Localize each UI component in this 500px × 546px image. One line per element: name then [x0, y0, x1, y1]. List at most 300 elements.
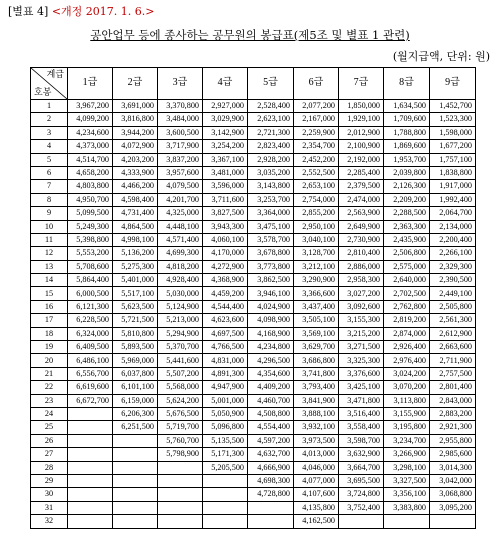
salary-cell: 3,070,200 [384, 381, 430, 394]
table-row [31, 501, 476, 514]
step-number: 19 [31, 341, 68, 354]
salary-cell: 2,363,300 [384, 220, 430, 233]
salary-cell: 2,926,400 [384, 341, 430, 354]
salary-cell [68, 488, 113, 501]
salary-cell: 4,508,800 [248, 407, 294, 420]
salary-cell: 5,810,800 [113, 327, 158, 340]
table-row [31, 153, 476, 166]
salary-cell: 3,600,500 [158, 126, 203, 139]
salary-cell: 4,466,200 [113, 180, 158, 193]
salary-cell [113, 448, 158, 461]
salary-cell: 3,266,900 [384, 448, 430, 461]
table-row [31, 421, 476, 434]
salary-cell: 2,757,500 [430, 367, 476, 380]
grade-header-5: 5급 [248, 68, 294, 100]
step-number: 20 [31, 354, 68, 367]
table-row [31, 300, 476, 313]
salary-cell: 6,101,100 [113, 381, 158, 394]
table-row [31, 381, 476, 394]
salary-cell: 2,192,000 [339, 153, 384, 166]
salary-cell: 3,837,200 [158, 153, 203, 166]
salary-cell: 5,624,200 [158, 394, 203, 407]
salary-cell: 5,568,000 [158, 381, 203, 394]
salary-cell: 2,721,300 [248, 126, 294, 139]
salary-cell: 5,294,900 [158, 327, 203, 340]
salary-cell: 2,958,300 [339, 274, 384, 287]
table-row [31, 488, 476, 501]
salary-cell: 4,333,900 [113, 166, 158, 179]
salary-cell: 5,760,700 [158, 434, 203, 447]
salary-cell: 3,686,800 [294, 354, 339, 367]
salary-cell [430, 515, 476, 528]
table-row [31, 113, 476, 126]
salary-cell: 5,517,100 [113, 287, 158, 300]
salary-cell: 5,721,500 [113, 314, 158, 327]
salary-cell: 4,098,900 [248, 314, 294, 327]
table-row [31, 287, 476, 300]
step-number: 4 [31, 140, 68, 153]
step-number: 16 [31, 300, 68, 313]
step-number: 15 [31, 287, 68, 300]
salary-cell: 2,927,000 [203, 100, 248, 113]
salary-cell: 2,506,800 [384, 247, 430, 260]
step-number: 30 [31, 488, 68, 501]
salary-cell: 4,354,600 [248, 367, 294, 380]
step-number: 32 [31, 515, 68, 528]
salary-cell: 3,741,800 [294, 367, 339, 380]
salary-cell: 3,298,100 [384, 461, 430, 474]
salary-cell: 1,917,000 [430, 180, 476, 193]
salary-cell [68, 461, 113, 474]
salary-cell: 2,649,900 [339, 220, 384, 233]
salary-cell: 2,435,900 [384, 233, 430, 246]
salary-cell: 3,437,400 [294, 300, 339, 313]
salary-cell: 2,883,200 [430, 407, 476, 420]
salary-cell: 1,838,800 [430, 166, 476, 179]
salary-cell [113, 434, 158, 447]
step-number: 12 [31, 247, 68, 260]
table-row [31, 448, 476, 461]
salary-cell: 5,864,400 [68, 274, 113, 287]
table-row [31, 180, 476, 193]
salary-cell: 4,864,500 [113, 220, 158, 233]
salary-cell: 2,039,800 [384, 166, 430, 179]
salary-cell: 3,029,900 [203, 113, 248, 126]
grade-header-4: 4급 [203, 68, 248, 100]
salary-cell: 2,329,300 [430, 260, 476, 273]
salary-cell: 3,290,900 [294, 274, 339, 287]
salary-cell: 2,563,900 [339, 207, 384, 220]
salary-cell: 3,364,000 [248, 207, 294, 220]
salary-cell: 3,711,600 [203, 193, 248, 206]
salary-cell: 4,831,000 [203, 354, 248, 367]
salary-cell: 6,324,000 [68, 327, 113, 340]
step-number: 9 [31, 207, 68, 220]
salary-cell: 3,253,700 [248, 193, 294, 206]
salary-cell: 2,200,400 [430, 233, 476, 246]
step-number: 14 [31, 274, 68, 287]
salary-cell: 3,327,500 [384, 474, 430, 487]
table-row [31, 100, 476, 113]
salary-cell: 2,474,000 [339, 193, 384, 206]
corner-step-label: 호봉 [34, 87, 52, 97]
salary-cell [113, 461, 158, 474]
salary-cell: 4,950,700 [68, 193, 113, 206]
step-number: 27 [31, 448, 68, 461]
salary-cell: 2,702,500 [384, 287, 430, 300]
salary-cell: 5,969,000 [113, 354, 158, 367]
step-number: 28 [31, 461, 68, 474]
salary-cell [203, 488, 248, 501]
grade-header-3: 3급 [158, 68, 203, 100]
salary-cell [384, 515, 430, 528]
salary-cell: 4,891,300 [203, 367, 248, 380]
salary-cell: 3,773,800 [248, 260, 294, 273]
table-row [31, 341, 476, 354]
salary-cell [203, 501, 248, 514]
step-number: 22 [31, 381, 68, 394]
salary-cell: 5,205,500 [203, 461, 248, 474]
salary-cell: 4,697,500 [203, 327, 248, 340]
salary-cell: 4,046,000 [294, 461, 339, 474]
salary-cell: 1,788,800 [384, 126, 430, 139]
salary-cell: 4,107,600 [294, 488, 339, 501]
salary-cell [158, 515, 203, 528]
salary-cell: 4,099,200 [68, 113, 113, 126]
salary-cell: 5,553,200 [68, 247, 113, 260]
salary-cell: 4,597,200 [248, 434, 294, 447]
salary-cell: 3,042,000 [430, 474, 476, 487]
corner-cell [31, 68, 68, 100]
table-row [31, 126, 476, 139]
salary-cell: 2,612,900 [430, 327, 476, 340]
table-row [31, 394, 476, 407]
step-number: 24 [31, 407, 68, 420]
step-number: 6 [31, 166, 68, 179]
step-number: 5 [31, 153, 68, 166]
salary-cell: 3,095,200 [430, 501, 476, 514]
salary-cell: 3,128,700 [294, 247, 339, 260]
salary-cell: 5,623,500 [113, 300, 158, 313]
salary-cell: 3,383,800 [384, 501, 430, 514]
salary-cell: 4,728,800 [248, 488, 294, 501]
salary-cell: 4,818,200 [158, 260, 203, 273]
salary-cell: 4,803,800 [68, 180, 113, 193]
table-row [31, 474, 476, 487]
table-row [31, 260, 476, 273]
salary-cell: 2,552,500 [294, 166, 339, 179]
salary-cell: 3,014,300 [430, 461, 476, 474]
salary-cell: 4,162,500 [294, 515, 339, 528]
salary-cell: 6,556,700 [68, 367, 113, 380]
salary-cell [203, 515, 248, 528]
salary-cell: 2,449,100 [430, 287, 476, 300]
salary-cell: 3,516,400 [339, 407, 384, 420]
step-number: 3 [31, 126, 68, 139]
salary-cell: 3,691,000 [113, 100, 158, 113]
salary-cell: 2,950,100 [294, 220, 339, 233]
salary-cell: 3,558,400 [339, 421, 384, 434]
salary-cell: 2,561,300 [430, 314, 476, 327]
salary-cell: 4,325,000 [158, 207, 203, 220]
table-row [31, 461, 476, 474]
step-number: 2 [31, 113, 68, 126]
salary-cell: 1,953,700 [384, 153, 430, 166]
unit-note: (월지급액, 단위: 원) [392, 50, 490, 63]
salary-cell: 3,143,800 [248, 180, 294, 193]
salary-cell [68, 515, 113, 528]
salary-cell: 5,096,800 [203, 421, 248, 434]
table-row [31, 207, 476, 220]
salary-cell: 2,663,600 [430, 341, 476, 354]
salary-cell: 4,135,800 [294, 501, 339, 514]
salary-cell: 1,869,600 [384, 140, 430, 153]
salary-cell: 5,507,200 [158, 367, 203, 380]
grade-header-8: 8급 [384, 68, 430, 100]
salary-cell: 2,653,100 [294, 180, 339, 193]
salary-cell: 2,623,100 [248, 113, 294, 126]
salary-cell: 3,471,800 [339, 394, 384, 407]
salary-cell: 5,030,000 [158, 287, 203, 300]
salary-cell: 6,206,300 [113, 407, 158, 420]
salary-cell [248, 515, 294, 528]
salary-cell: 2,762,800 [384, 300, 430, 313]
salary-cell [68, 434, 113, 447]
revision-note: <개정 2017. 1. 6.> [51, 5, 155, 18]
salary-cell: 3,254,200 [203, 140, 248, 153]
salary-cell: 4,544,400 [203, 300, 248, 313]
salary-cell: 4,731,400 [113, 207, 158, 220]
salary-cell: 3,717,900 [158, 140, 203, 153]
salary-cell: 5,001,000 [203, 394, 248, 407]
grade-header-9: 9급 [430, 68, 476, 100]
salary-cell: 3,370,800 [158, 100, 203, 113]
salary-cell [158, 461, 203, 474]
salary-cell [158, 488, 203, 501]
table-row [31, 407, 476, 420]
salary-cell: 6,037,800 [113, 367, 158, 380]
salary-cell: 3,827,500 [203, 207, 248, 220]
salary-cell: 4,698,300 [248, 474, 294, 487]
salary-cell: 3,505,100 [294, 314, 339, 327]
step-number: 10 [31, 220, 68, 233]
table-row [31, 314, 476, 327]
salary-table [30, 67, 476, 529]
table-row [31, 327, 476, 340]
salary-cell: 4,632,700 [248, 448, 294, 461]
salary-cell [203, 474, 248, 487]
salary-cell: 2,801,400 [430, 381, 476, 394]
grade-header-1: 1급 [68, 68, 113, 100]
salary-cell [68, 407, 113, 420]
salary-cell: 5,893,500 [113, 341, 158, 354]
salary-cell: 3,376,600 [339, 367, 384, 380]
salary-cell [113, 515, 158, 528]
salary-cell: 3,678,800 [248, 247, 294, 260]
salary-cell: 3,271,500 [339, 341, 384, 354]
salary-cell: 6,121,300 [68, 300, 113, 313]
salary-cell [113, 488, 158, 501]
salary-cell: 6,251,500 [113, 421, 158, 434]
salary-cell: 1,677,200 [430, 140, 476, 153]
step-number: 23 [31, 394, 68, 407]
salary-cell: 3,888,100 [294, 407, 339, 420]
salary-cell: 3,598,700 [339, 434, 384, 447]
table-row [31, 247, 476, 260]
salary-cell: 5,099,500 [68, 207, 113, 220]
salary-cell [339, 515, 384, 528]
grade-header-7: 7급 [339, 68, 384, 100]
grade-header-6: 6급 [294, 68, 339, 100]
salary-cell [68, 421, 113, 434]
salary-cell: 2,379,500 [339, 180, 384, 193]
salary-cell: 4,658,200 [68, 166, 113, 179]
salary-cell: 4,460,700 [248, 394, 294, 407]
salary-cell: 3,068,800 [430, 488, 476, 501]
salary-cell: 4,373,000 [68, 140, 113, 153]
salary-cell: 4,928,400 [158, 274, 203, 287]
salary-cell: 4,234,800 [248, 341, 294, 354]
salary-cell: 2,810,400 [339, 247, 384, 260]
table-row [31, 166, 476, 179]
salary-cell: 5,213,000 [158, 314, 203, 327]
salary-cell: 2,452,200 [294, 153, 339, 166]
salary-cell: 3,366,600 [294, 287, 339, 300]
salary-cell: 5,171,300 [203, 448, 248, 461]
salary-cell: 2,354,700 [294, 140, 339, 153]
salary-cell: 4,459,200 [203, 287, 248, 300]
salary-cell: 4,060,100 [203, 233, 248, 246]
salary-cell: 1,523,300 [430, 113, 476, 126]
salary-cell: 2,640,000 [384, 274, 430, 287]
salary-cell: 2,064,700 [430, 207, 476, 220]
step-number: 25 [31, 421, 68, 434]
salary-cell: 4,013,000 [294, 448, 339, 461]
salary-cell: 5,719,700 [158, 421, 203, 434]
salary-cell: 2,100,900 [339, 140, 384, 153]
salary-cell: 6,619,600 [68, 381, 113, 394]
salary-cell: 4,296,500 [248, 354, 294, 367]
step-number: 29 [31, 474, 68, 487]
salary-cell: 3,752,400 [339, 501, 384, 514]
salary-cell: 6,486,100 [68, 354, 113, 367]
salary-cell: 4,448,100 [158, 220, 203, 233]
salary-cell: 3,142,900 [203, 126, 248, 139]
step-number: 21 [31, 367, 68, 380]
salary-cell: 3,481,000 [203, 166, 248, 179]
step-number: 8 [31, 193, 68, 206]
salary-cell: 2,855,200 [294, 207, 339, 220]
salary-cell: 4,024,900 [248, 300, 294, 313]
salary-cell: 3,092,600 [339, 300, 384, 313]
salary-cell: 2,955,800 [430, 434, 476, 447]
salary-cell: 4,623,600 [203, 314, 248, 327]
salary-cell: 3,793,400 [294, 381, 339, 394]
salary-cell [248, 501, 294, 514]
salary-cell: 4,168,900 [248, 327, 294, 340]
salary-cell: 2,012,900 [339, 126, 384, 139]
salary-cell: 2,730,900 [339, 233, 384, 246]
salary-cell: 3,816,800 [113, 113, 158, 126]
salary-cell: 1,598,000 [430, 126, 476, 139]
step-number: 26 [31, 434, 68, 447]
salary-cell: 2,985,600 [430, 448, 476, 461]
salary-cell: 1,929,100 [339, 113, 384, 126]
salary-cell: 3,957,600 [158, 166, 203, 179]
salary-cell: 4,666,900 [248, 461, 294, 474]
salary-cell: 2,921,300 [430, 421, 476, 434]
annex-tag [8, 5, 155, 19]
salary-cell: 1,452,700 [430, 100, 476, 113]
salary-cell: 3,943,300 [203, 220, 248, 233]
grade-header-2: 2급 [113, 68, 158, 100]
salary-cell: 3,035,200 [248, 166, 294, 179]
salary-cell: 3,632,900 [339, 448, 384, 461]
salary-cell: 3,212,100 [294, 260, 339, 273]
salary-cell: 6,000,500 [68, 287, 113, 300]
step-number: 11 [31, 233, 68, 246]
salary-cell: 3,862,500 [248, 274, 294, 287]
salary-cell: 5,708,600 [68, 260, 113, 273]
salary-cell: 4,272,900 [203, 260, 248, 273]
salary-cell [68, 474, 113, 487]
salary-cell: 4,077,000 [294, 474, 339, 487]
salary-cell: 1,757,100 [430, 153, 476, 166]
salary-cell: 2,505,800 [430, 300, 476, 313]
salary-cell: 2,886,000 [339, 260, 384, 273]
step-number: 18 [31, 327, 68, 340]
table-row [31, 140, 476, 153]
salary-cell: 6,159,000 [113, 394, 158, 407]
salary-cell: 3,027,200 [339, 287, 384, 300]
salary-cell: 5,136,200 [113, 247, 158, 260]
salary-cell: 3,629,700 [294, 341, 339, 354]
salary-cell: 3,024,200 [384, 367, 430, 380]
salary-cell: 4,766,500 [203, 341, 248, 354]
step-number: 31 [31, 501, 68, 514]
table-row [31, 193, 476, 206]
salary-cell: 5,249,300 [68, 220, 113, 233]
salary-cell: 3,425,100 [339, 381, 384, 394]
salary-cell: 3,578,700 [248, 233, 294, 246]
salary-cell: 4,409,200 [248, 381, 294, 394]
salary-cell [68, 448, 113, 461]
grade-header-row [31, 68, 476, 100]
salary-cell: 2,285,400 [339, 166, 384, 179]
annex-label: [별표 4] [8, 5, 49, 18]
salary-cell: 2,288,500 [384, 207, 430, 220]
salary-cell: 2,134,000 [430, 220, 476, 233]
salary-cell: 4,998,100 [113, 233, 158, 246]
salary-cell: 5,441,600 [158, 354, 203, 367]
table-row [31, 274, 476, 287]
salary-cell: 4,598,400 [113, 193, 158, 206]
salary-cell: 1,992,400 [430, 193, 476, 206]
salary-cell: 3,215,200 [339, 327, 384, 340]
salary-cell: 5,798,900 [158, 448, 203, 461]
salary-cell: 3,724,800 [339, 488, 384, 501]
salary-cell [113, 474, 158, 487]
salary-cell: 4,947,900 [203, 381, 248, 394]
salary-cell: 1,709,600 [384, 113, 430, 126]
salary-cell: 3,325,300 [339, 354, 384, 367]
salary-cell: 2,823,400 [248, 140, 294, 153]
salary-cell: 3,356,100 [384, 488, 430, 501]
salary-cell: 3,155,300 [339, 314, 384, 327]
salary-cell: 5,275,300 [113, 260, 158, 273]
salary-cell: 3,841,900 [294, 394, 339, 407]
salary-cell: 3,932,100 [294, 421, 339, 434]
